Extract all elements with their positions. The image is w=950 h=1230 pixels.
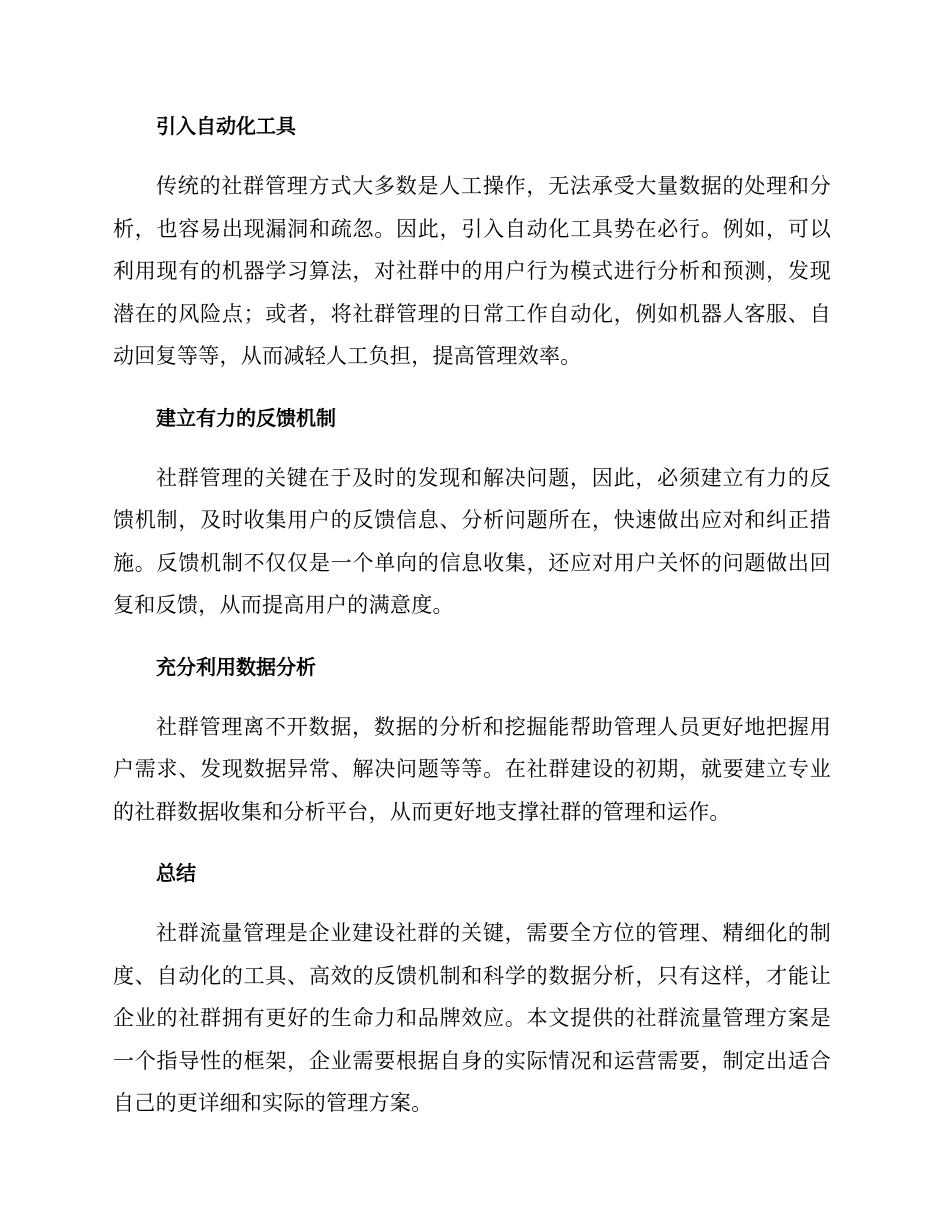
spacer	[113, 440, 831, 457]
spacer	[113, 148, 831, 165]
section-paragraph: 社群管理的关键在于及时的发现和解决问题，因此，必须建立有力的反馈机制，及时收集用户的反馈信息、分析问题所在，快速做出应对和纠正措施。反馈机制不仅仅是一个单向的信息收集，还应对用户关怀的问题做出回复和反馈，从而提高用户的满意度。	[113, 465, 831, 617]
section-paragraph: 社群管理离不开数据，数据的分析和挖掘能帮助管理人员更好地把握用户需求、发现数据异常、解决问题等等。在社群建设的初期，就要建立专业的社群数据收集和分析平台，从而更好地支撑社群的管理和运作。	[113, 714, 831, 824]
section-paragraph: 传统的社群管理方式大多数是人工操作，无法承受大量数据的处理和分析，也容易出现漏洞和疏忽。因此，引入自动化工具势在必行。例如，可以利用现有的机器学习算法，对社群中的用户行为模式进行分析和预测，发现潜在的风险点；或者，将社群管理的日常工作自动化，例如机器人客服、自动回复等等，从而减轻人工负担，提高管理效率。	[113, 174, 831, 368]
section-paragraph: 社群流量管理是企业建设社群的关键，需要全方位的管理、精细化的制度、自动化的工具、高效的反馈机制和科学的数据分析，只有这样，才能让企业的社群拥有更好的生命力和品牌效应。本文提供的社群流量管理方案是一个指导性的框架，企业需要根据自身的实际情况和运营需要，制定出适合自己的更详细和实际的管理方案。	[113, 921, 831, 1115]
spacer	[113, 895, 831, 912]
document-page	[113, 104, 831, 1125]
section-summary	[113, 851, 831, 1125]
section-data-analysis	[113, 645, 831, 852]
section-heading: 引入自动化工具	[156, 114, 296, 138]
section-heading: 总结	[156, 861, 196, 885]
spacer	[113, 833, 831, 851]
spacer	[113, 378, 831, 396]
section-heading: 充分利用数据分析	[156, 654, 316, 679]
section-feedback-mechanism	[113, 396, 831, 645]
section-heading: 建立有力的反馈机制	[156, 405, 336, 430]
section-automation-tools	[113, 104, 831, 396]
spacer	[113, 627, 831, 645]
spacer	[113, 689, 831, 706]
